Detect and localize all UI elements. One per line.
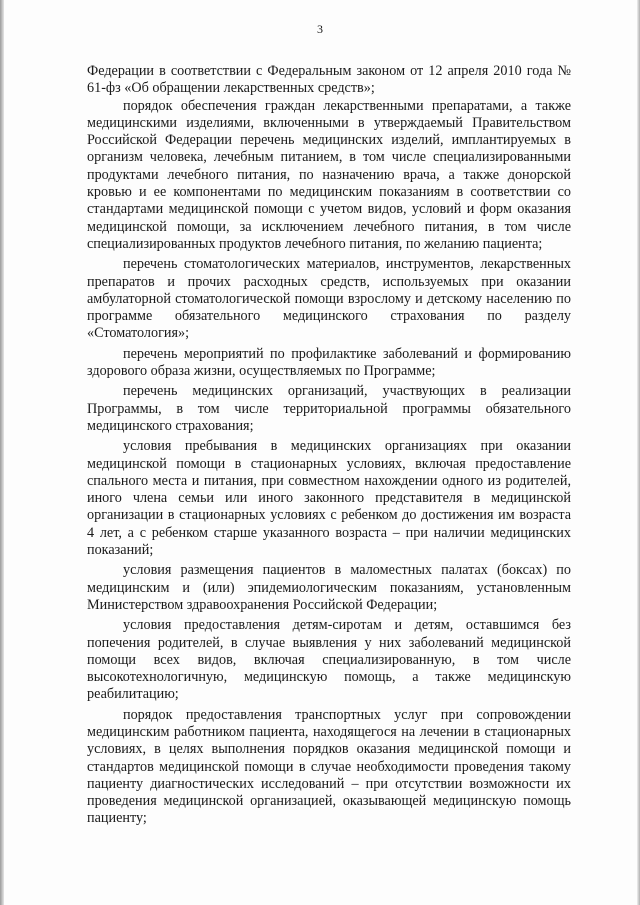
- paragraph-small-wards: условия размещения пациентов в маломестных палатах (боксах) по медицинским и (или) эпидемиологическим показаниям, установленным Министерством здравоохранения Российской Федерации;: [87, 562, 571, 613]
- paragraph-medical-organizations: перечень медицинских организаций, участвующих в реализации Программы, в том числе территориальной программы обязательного медицинского страхования;: [87, 383, 571, 434]
- paragraph-medicines-supply: порядок обеспечения граждан лекарственными препаратами, а также медицинскими изделиями, включенными в утверждаемый Правительством Российской Федерации перечень медицинских изделий, имплантируемых в организм человека, лечебным питанием, в том числе специализированными продуктами лечебного питания, по назначению врача, а также донорской кровью и ее компонентами по медицинским показаниям в соответствии со стандартами медицинской помощи с учетом видов, условий и форм оказания медицинской помощи, за исключением лечебного питания, в том числе специализированных продуктов лечебного питания, по желанию пациента;: [87, 97, 571, 252]
- paragraph-prevention-measures: перечень мероприятий по профилактике заболеваний и формированию здорового образа жизни, осуществляемых по Программе;: [87, 345, 571, 380]
- page-number: 3: [317, 22, 323, 36]
- paragraph-continuation: Федерации в соответствии с Федеральным законом от 12 апреля 2010 года № 61-фз «Об обращении лекарственных средств»;: [87, 63, 571, 97]
- paragraph-transport-services: порядок предоставления транспортных услуг при сопровождении медицинским работником пациента, находящегося на лечении в стационарных условиях, в целях выполнения порядков оказания медицинской помощи и стандартов медицинской помощи в случае необходимости проведения такому пациенту диагностических исследований – при отсутствии возможности их проведения медицинской организацией, оказывающей медицинскую помощь пациенту;: [87, 706, 571, 827]
- scan-edge-left: [0, 0, 4, 905]
- paragraph-inpatient-stay: условия пребывания в медицинских организациях при оказании медицинской помощи в стационарных условиях, включая предоставление спального места и питания, при совместном нахождении одного из родителей, иного члена семьи или иного законного представителя в медицинской организации в стационарных условиях с ребенком до достижения им возраста 4 лет, а с ребенком старше указанного возраста – при наличии медицинских показаний;: [87, 438, 571, 559]
- document-body: [87, 63, 571, 828]
- paragraph-orphans-care: условия предоставления детям-сиротам и детям, оставшимся без попечения родителей, в случае выявления у них заболеваний медицинской помощи всех видов, включая специализированную, в том числе высокотехнологичную, медицинскую помощь, а также медицинскую реабилитацию;: [87, 617, 571, 703]
- paragraph-dental-materials: перечень стоматологических материалов, инструментов, лекарственных препаратов и прочих расходных средств, используемых при оказании амбулаторной стоматологической помощи взрослому и детскому населению по программе обязательного медицинского страхования по разделу «Стоматология»;: [87, 256, 571, 342]
